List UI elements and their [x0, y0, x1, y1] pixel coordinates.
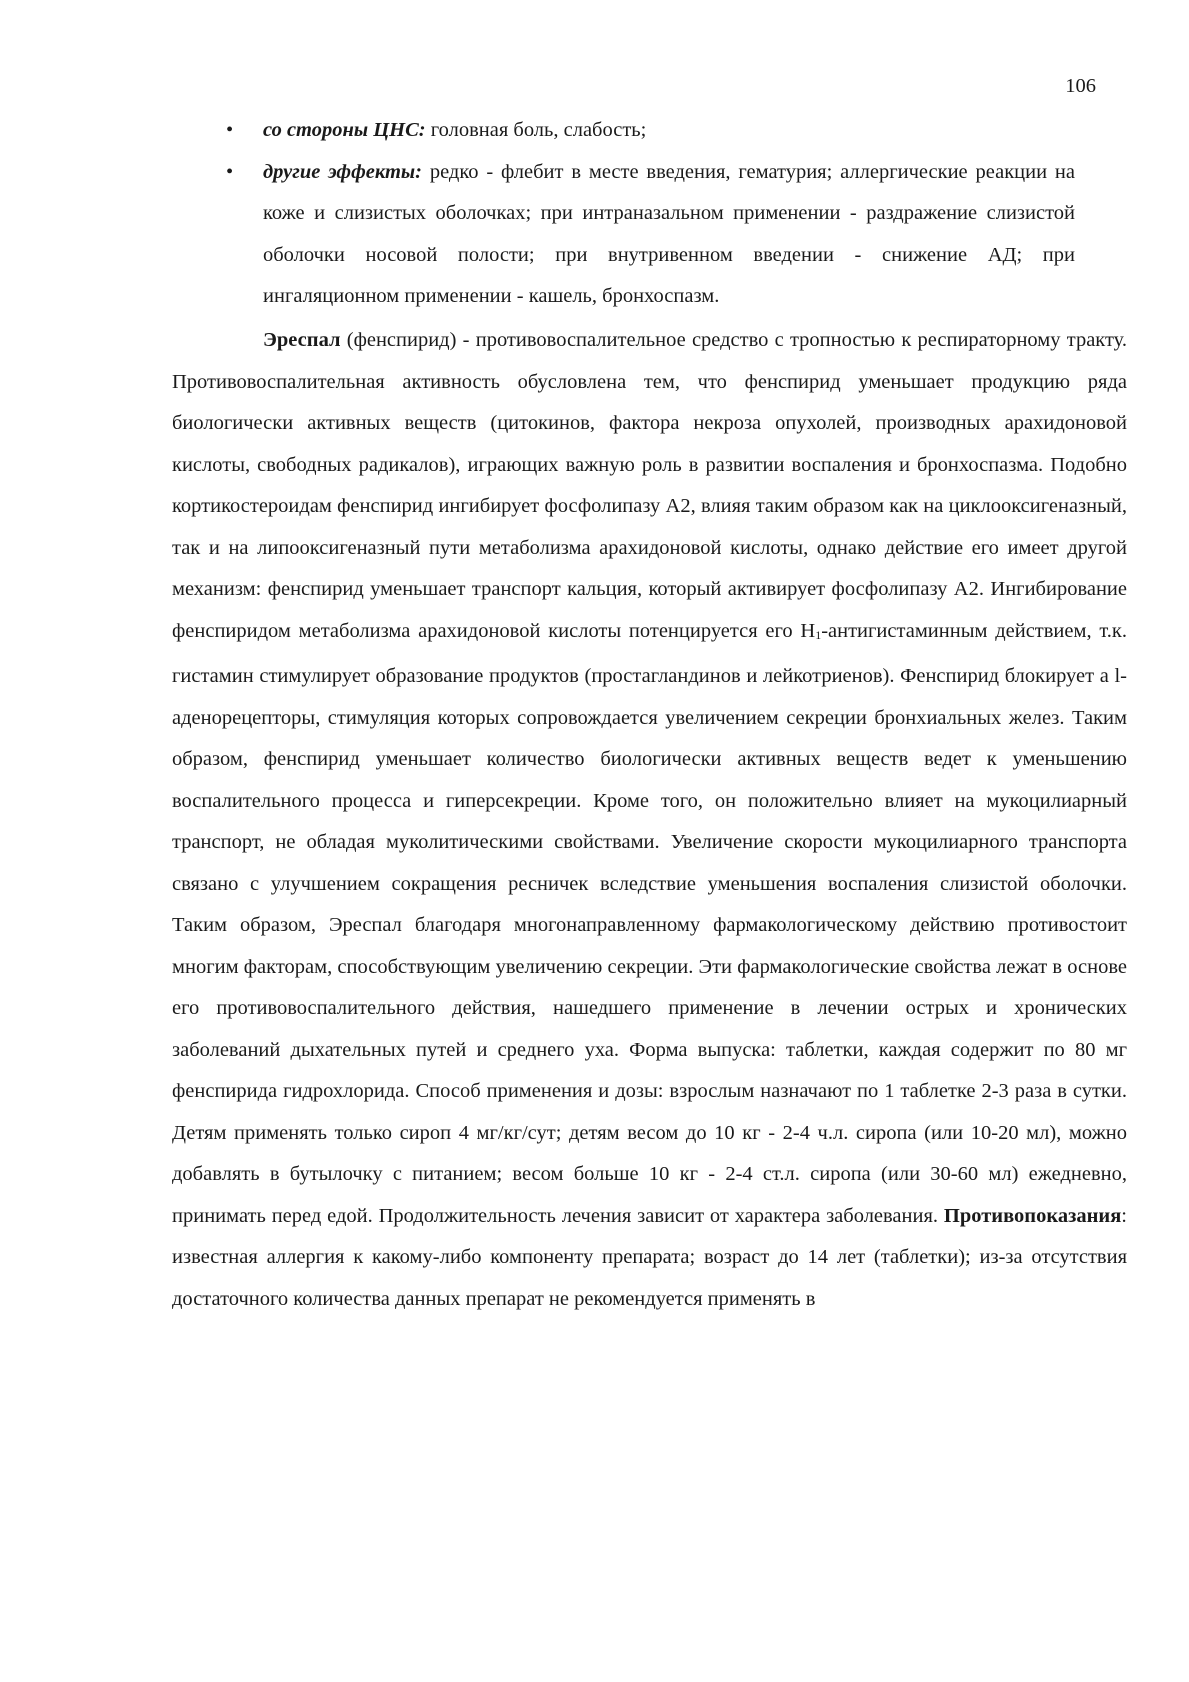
paragraph-text: : известная аллергия к какому-либо компоненту препарата; возраст до 14 лет (таблетки); из-за отсутствия достаточного количества данных препарат не рекомендуется применять в — [172, 1204, 1127, 1310]
list-item-text: головная боль, слабость; — [425, 119, 647, 141]
list-item — [226, 110, 1075, 152]
receptor-subscript: 1 — [815, 627, 822, 642]
paragraph-text: (фенспирид) - противовоспалительное средство с тропностью к респираторному тракту. Противовоспалительная активность обусловлена тем, что фенспирид уменьшает продукцию ряда биологически активных веществ (цитокинов, фактора некроза опухолей, производных арахидоновой кислоты, свободных радикалов), играющих важную роль в развитии воспаления и бронхоспазма. Подобно кортикостероидам фенспирид ингибирует фосфолипазу А2, влияя таким образом как на циклооксигеназный, так и на липооксигеназный пути метаболизма арахидоновой кислоты, однако действие его имеет другой механизм: фенспирид уменьшает транспорт кальция, который активирует фосфолипазу А2. Ингибирование фенспиридом метаболизма арахидоновой кислоты потенцируется его Н — [172, 329, 1127, 642]
paragraph-text: -антигистаминным действием, т.к. гистамин стимулирует образование продуктов (простагландинов и лейкотриенов). Фенспирид блокирует а l-аденорецепторы, стимуляция которых сопровождается увеличением секреции бронхиальных желез. Таким образом, фенспирид уменьшает количество биологически активных веществ ведет к уменьшению воспалительного процесса и гиперсекреции. Кроме того, он положительно влияет на мукоцилиарный транспорт, не обладая муколитическими свойствами. Увеличение скорости мукоцилиарного транспорта связано с улучшением сокращения ресничек вследствие уменьшения воспаления слизистой оболочки. Таким образом, Эреспал благодаря многонаправленному фармакологическому действию противостоит многим факторам, способствующим увеличению секреции. Эти фармакологические свойства лежат в основе его противовоспалительного действия, нашедшего применение в лечении острых и хронических заболеваний дыхательных путей и среднего уха. Форма выпуска: таблетки, каждая содержит по 80 мг фенспирида гидрохлорида. Способ применения и дозы: взрослым назначают по 1 таблетке 2-3 раза в сутки. Детям применять только сироп 4 мг/кг/сут; детям весом до 10 кг - 2-4 ч.л. сиропа (или 10-20 мл), можно добавлять в бутылочку с питанием; весом больше 10 кг - 2-4 ст.л. сиропа (или 30-60 мл) ежедневно, принимать перед едой. Продолжительность лечения зависит от характера заболевания. — [172, 619, 1127, 1227]
list-item-lead: со стороны ЦНС: — [263, 119, 426, 141]
list-item-lead: другие эффекты: — [263, 160, 422, 183]
drug-description-paragraph — [172, 320, 1127, 1320]
list-item — [226, 152, 1075, 318]
side-effects-list — [0, 110, 1189, 318]
list-item-text: редко - флебит в месте введения, гематурия; аллергические реакции на коже и слизистых оболочках; при интраназальном применении - раздражение слизистой оболочки носовой полости; при внутривенном введении - снижение АД; при ингаляционном применении - кашель, бронхоспазм. — [263, 160, 1075, 307]
contraindications-label: Противопоказания — [943, 1204, 1122, 1227]
drug-name: Эреспал — [263, 329, 341, 351]
bullet-icon: • — [226, 119, 234, 141]
page-number: 106 — [1065, 75, 1096, 97]
bullet-icon: • — [226, 160, 234, 183]
